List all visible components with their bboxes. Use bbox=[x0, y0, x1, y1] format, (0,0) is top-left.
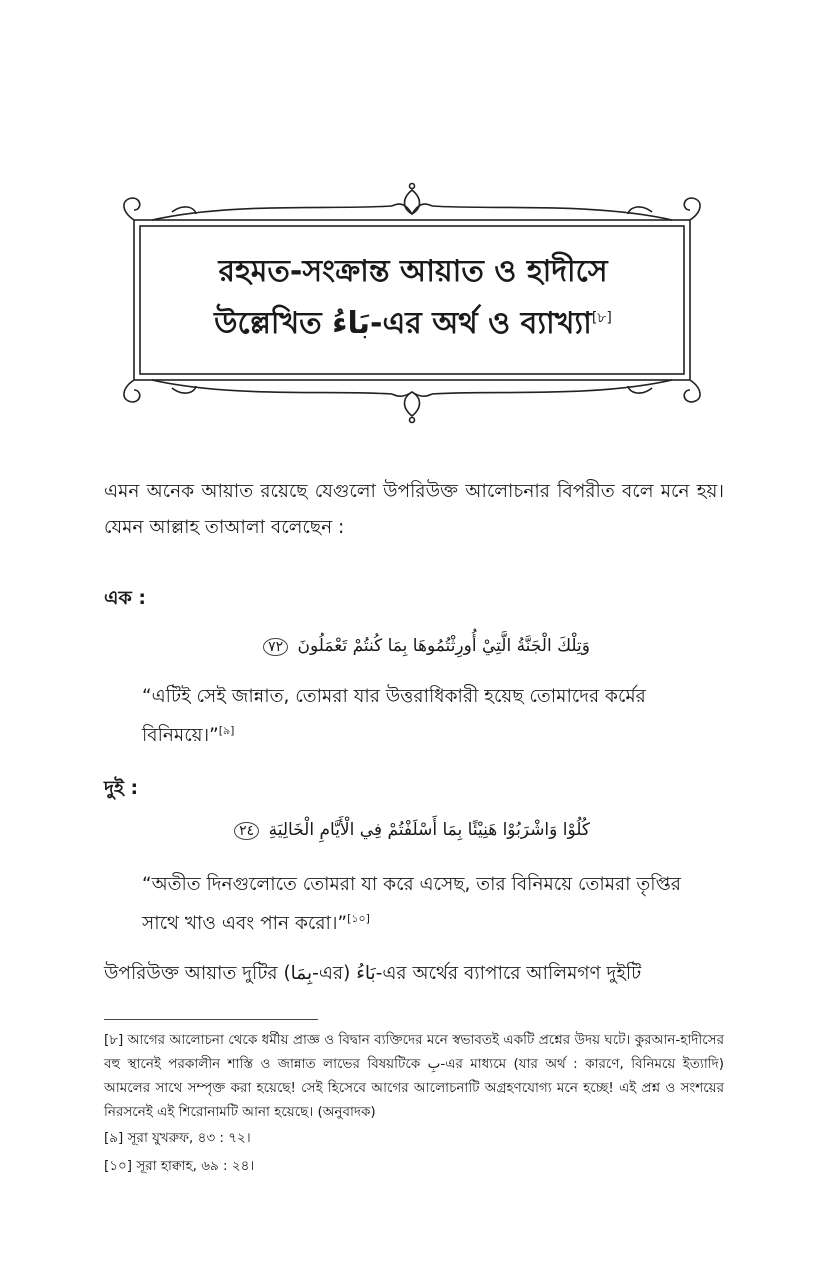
quote-text-2: “অতীত দিনগুলোতে তোমরা যা করে এসেছ, তার বিনিময়ে তোমরা তৃপ্তির সাথে খাও এবং পান করো।” bbox=[142, 874, 681, 935]
quote-text-1: “এটিই সেই জান্নাত, তোমরা যার উত্তরাধিকারী হয়েছ তোমাদের কর্মের বিনিময়ে।” bbox=[142, 686, 646, 747]
title-word-rest: -এর অর্থ ও ব্যাখ্যা bbox=[370, 306, 592, 341]
footnote-text-9: সূরা যুখরুফ, ৪৩ : ৭২। bbox=[127, 1130, 251, 1146]
footnote-mark-8[interactable]: [৮] bbox=[104, 1032, 124, 1048]
footnote-8 bbox=[104, 1028, 724, 1124]
quran-verse-1 bbox=[150, 636, 590, 656]
verse-number-1: ٧٢ bbox=[263, 638, 288, 656]
verse-text-2: كُلُوْا وَاشْرَبُوْا هَنِيْئًا بِمَا أَسْلَفْتُمْ فِي الْأَيَّامِ الْخَالِيَةِ bbox=[268, 820, 590, 840]
title-arabic-ba: بَاءُ bbox=[332, 306, 371, 341]
translation-quote-2 bbox=[142, 868, 688, 941]
footnote-text-8: আগের আলোচনা থেকে ধর্মীয় প্রাজ্ঞ ও বিদ্বান ব্যক্তিদের মনে স্বভাবতই একটি প্রশ্নের উদয় ঘটে। কুরআন-হাদীসের বহু স্থানেই পরকালীন শাস্তি ও জান্নাত লাভের বিষয়টিকে بِ-এর মাধ্যমে (যার অর্থ : কারণে, বিনিময়ে ইত্যাদি) আমলের সাথে সম্পৃক্ত করা হয়েছে! সেই হিসেবে আগের আলোচনাটি অগ্রহণযোগ্য মনে হচ্ছে! এই প্রশ্ন ও সংশয়ের নিরসনেই এই শিরোনামটি আনা হয়েছে। (অনুবাদক) bbox=[104, 1032, 724, 1120]
footnote-mark-9[interactable]: [৯] bbox=[104, 1130, 124, 1146]
section-label-1: এক : bbox=[104, 587, 146, 609]
title-word: উল্লেখিত bbox=[214, 306, 322, 341]
footnote-ref-9[interactable]: [৯] bbox=[218, 724, 235, 737]
footnote-text-10: সূরা হাক্বাহ, ৬৯ : ২৪। bbox=[136, 1158, 255, 1174]
intro-paragraph: এমন অনেক আয়াত রয়েছে যেগুলো উপরিউক্ত আলোচনার বিপরীত বলে মনে হয়। যেমন আল্লাহ তাআলা বলেছেন : bbox=[104, 481, 724, 538]
verse-number-2: ٢٤ bbox=[234, 822, 259, 840]
footnote-mark-10[interactable]: [১০] bbox=[104, 1158, 133, 1174]
title-footnote-ref[interactable]: [৮] bbox=[591, 310, 612, 326]
closing-paragraph: উপরিউক্ত আয়াত দুটির (بِمَا-এর) بَاءُ-এর অর্থের ব্যাপারে আলিমগণ দুইটি bbox=[104, 963, 642, 984]
title-line-1: রহমত-সংক্রান্ত আয়াত ও হাদীসে bbox=[218, 254, 608, 289]
footnote-ref-10[interactable]: [১০] bbox=[347, 912, 370, 925]
chapter-title bbox=[140, 226, 686, 370]
footnote-9 bbox=[104, 1126, 724, 1150]
quran-verse-2 bbox=[150, 820, 590, 840]
translation-quote-1 bbox=[142, 680, 688, 753]
footnote-divider bbox=[104, 1019, 318, 1020]
title-line-2 bbox=[214, 295, 612, 347]
footnote-10 bbox=[104, 1154, 724, 1178]
verse-text-1: وَتِلْكَ الْجَنَّةُ الَّتِيْ أُورِثْتُمُوهَا بِمَا كُنتُمْ تَعْمَلُونَ bbox=[297, 636, 590, 656]
section-label-2: দুই : bbox=[104, 777, 139, 799]
